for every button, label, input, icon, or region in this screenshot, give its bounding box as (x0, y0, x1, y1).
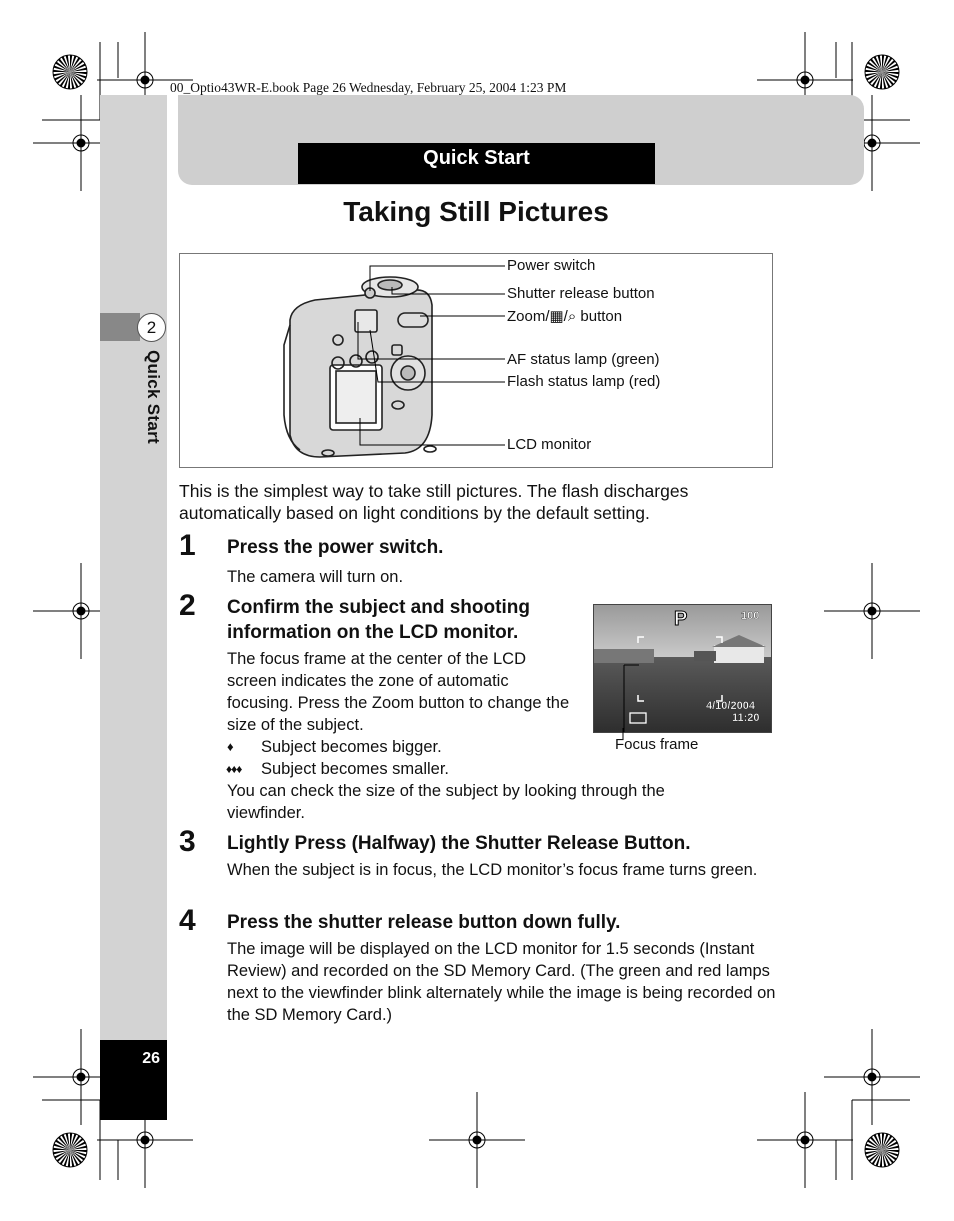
callout-lcd-monitor: LCD monitor (507, 436, 592, 453)
bullet-bigger: Subject becomes bigger. (261, 738, 442, 756)
chapter-number: 2 (137, 313, 166, 342)
page-title: Taking Still Pictures (343, 196, 609, 227)
lcd-preview (593, 604, 772, 733)
lcd-time: 11:20 (732, 712, 760, 724)
step-1-heading: Press the power switch. (227, 537, 444, 558)
zoom-tele-icon: ♦ (227, 739, 234, 754)
callout-power-switch: Power switch (507, 257, 596, 274)
intro-paragraph: This is the simplest way to take still pictures. The flash discharges automatically based on light conditions by the default setting. (179, 481, 689, 523)
zoom-wide-icon: ♦♦♦ (226, 762, 242, 776)
section-header: Quick Start (298, 143, 655, 184)
step-4-number: 4 (179, 904, 196, 937)
page-number: 26 (142, 1050, 160, 1067)
step-3-heading: Lightly Press (Halfway) the Shutter Release Button. (227, 833, 691, 854)
step-2-heading-line2: information on the LCD monitor. (227, 622, 519, 643)
step-4-heading: Press the shutter release button down fully. (227, 912, 621, 933)
focus-frame-caption: Focus frame (615, 736, 699, 753)
bullet-smaller: Subject becomes smaller. (261, 760, 450, 778)
lcd-date: 4/10/2004 (706, 700, 755, 712)
callout-flash-lamp: Flash status lamp (red) (507, 373, 661, 390)
callout-zoom-button: Zoom/▦/⌕ button (507, 308, 623, 325)
lcd-shot-count: 100 (741, 610, 760, 622)
step-2-number: 2 (179, 589, 196, 622)
step-2-after: You can check the size of the subject by looking through the viewfinder. (227, 782, 665, 822)
step-2-heading-line1: Confirm the subject and shooting (227, 597, 530, 618)
callout-af-lamp: AF status lamp (green) (507, 351, 660, 368)
chapter-label: Quick Start (144, 350, 163, 444)
callout-shutter-button: Shutter release button (507, 285, 655, 302)
step-1-number: 1 (179, 529, 196, 562)
book-info-line: 00_Optio43WR-E.book Page 26 Wednesday, February 25, 2004 1:23 PM (170, 80, 567, 95)
step-3-number: 3 (179, 825, 196, 858)
step-1-body: The camera will turn on. (227, 568, 404, 586)
step-2-body: The focus frame at the center of the LCD screen indicates the zone of automatic focusing. Press the Zoom button to change the size of the subject. (227, 650, 570, 734)
step-4-body: The image will be displayed on the LCD monitor for 1.5 seconds (Instant Review) and recorded on the SD Memory Card. (The green and red lamps next to the viewfinder blink alternately while the image is being recorded on the SD Memory Card.) (227, 940, 776, 1024)
lcd-mode: P (674, 608, 688, 630)
step-3-body: When the subject is in focus, the LCD monitor’s focus frame turns green. (227, 861, 758, 879)
